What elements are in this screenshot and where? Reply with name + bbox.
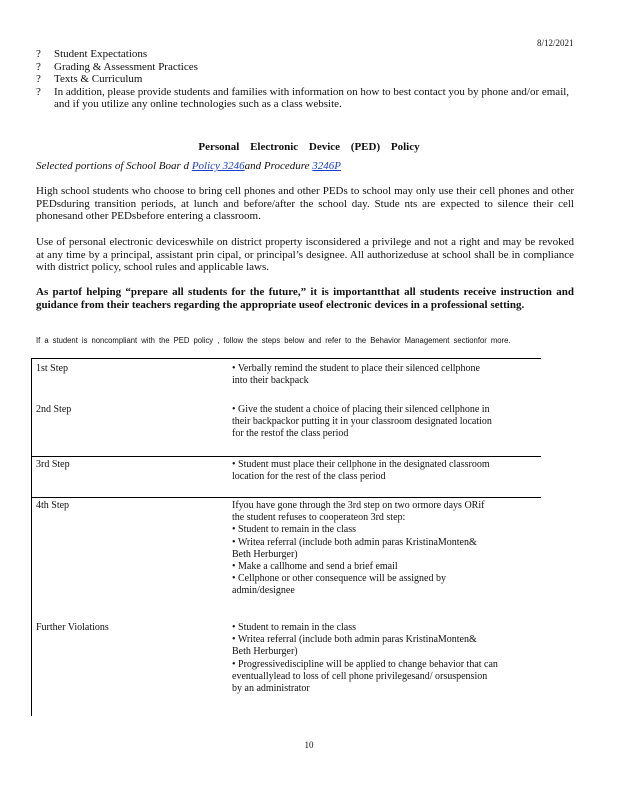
step-line: • Student to remain in the class	[232, 524, 357, 536]
list-item	[36, 61, 576, 74]
list-item	[36, 73, 576, 86]
step-line: by an administrator	[232, 683, 310, 695]
step-line: • Cellphone or other consequence will be assigned by	[232, 573, 446, 585]
selected-portions-line	[36, 160, 341, 172]
step-line: • Give the student a choice of placing their silenced cellphone in	[232, 404, 490, 415]
step-line: • Verbally remind the student to place their silenced cellphone	[232, 363, 480, 374]
step-description	[232, 622, 537, 695]
procedure-link[interactable]: 3246P	[312, 160, 342, 172]
table-divider	[31, 358, 541, 359]
step-line: their backpackor putting it in your classroom designated location	[232, 416, 492, 428]
step-line: admin/designee	[232, 585, 295, 597]
policy-link[interactable]: Policy 3246	[191, 160, 245, 172]
step-line: eventuallylead to loss of cell phone privilegesand/ orsuspension	[232, 670, 488, 682]
step-line: • Writea referral (include both admin paras KristinaMonten&	[232, 634, 477, 646]
bullet-text: Grading & Assessment Practices	[54, 60, 198, 73]
step-description	[232, 500, 537, 598]
step-line: into their backpack	[232, 375, 309, 387]
paragraph-privilege: Use of personal electronic deviceswhile on district property isconsidered a privilege and not a right and may be revoked at any time by a principal, assistant prin cipal, or principal’s designee. All authorizeduse at school shall be in compliance with district policy, school rules and applicable laws.	[36, 236, 574, 274]
selected-middle: and Procedure	[244, 160, 313, 172]
step-label: Further Violations	[36, 622, 109, 633]
bullet-text: Student Expectations	[54, 48, 148, 60]
section-heading: Personal Electronic Device (PED) Policy	[198, 141, 420, 153]
step-line: Ifyou have gone through the 3rd step on two ormore days ORif	[232, 500, 485, 511]
paragraph-cell-phone-use: High school students who choose to bring cell phones and other PEDs to school may only use their cell phones and other PEDsduring transition periods, at lunch and before/after the school day. Stude nts are expected to silence their cell phonesand other PEDsbefore entering a classroom.	[36, 185, 574, 223]
step-label: 4th Step	[36, 500, 70, 511]
page-number: 10	[304, 740, 314, 750]
paragraph-instruction: As partof helping “prepare all students for the future,” it is importantthat all students receive instruction and guidance from their teachers regarding the appropriate useof electronic devices in a professional setting.	[36, 286, 574, 311]
step-line: • Student to remain in the class	[232, 622, 357, 633]
paragraph-noncompliant: If a student is noncompliant with the PED policy , follow the steps below and refer to the Behavior Management sectionfor more.	[36, 336, 511, 345]
list-item	[36, 86, 576, 111]
step-description	[232, 459, 537, 483]
step-description	[232, 363, 537, 387]
step-label: 1st Step	[36, 363, 68, 374]
table-left-border	[31, 358, 32, 716]
step-label: 2nd Step	[36, 404, 72, 415]
step-line: • Writea referral (include both admin paras KristinaMonten&	[232, 536, 477, 548]
bullet-marker: ?	[36, 60, 41, 73]
step-line: the student refuses to cooperateon 3rd step:	[232, 512, 406, 524]
table-divider	[31, 456, 541, 457]
table-divider	[31, 497, 541, 498]
step-line: for the restof the class period	[232, 428, 349, 440]
list-item	[36, 48, 576, 61]
step-description	[232, 404, 537, 441]
bullet-marker: ?	[36, 73, 41, 86]
selected-prefix: Selected portions of School Boar d	[36, 160, 192, 172]
step-label: 3rd Step	[36, 459, 70, 470]
step-line: • Student must place their cellphone in the designated classroom	[232, 459, 490, 470]
document-date: 8/12/2021	[537, 38, 574, 48]
bullet-list	[36, 48, 576, 111]
bullet-text: Texts & Curriculum	[54, 73, 143, 86]
step-line: Beth Herburger)	[232, 646, 298, 658]
step-line: Beth Herburger)	[232, 548, 298, 560]
step-line: location for the rest of the class period	[232, 471, 386, 483]
bullet-text: In addition, please provide students and families with information on how to best contact you by phone and/or email, and if you utilize any online technologies such as a class website.	[54, 85, 570, 111]
step-line: • Progressivediscipline will be applied to change behavior that can	[232, 658, 498, 670]
bullet-marker: ?	[36, 48, 41, 60]
bullet-marker: ?	[36, 85, 41, 98]
step-line: • Make a callhome and send a brief email	[232, 561, 398, 573]
